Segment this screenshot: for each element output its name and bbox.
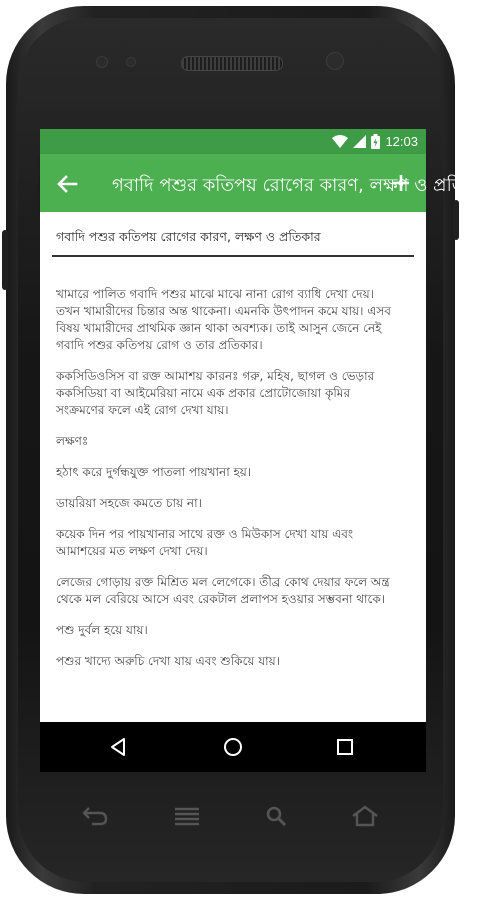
article-paragraph: ডায়রিয়া সহজে কমতে চায় না। [56, 496, 202, 510]
article-paragraph: খামারে পালিত গবাদি পশুর মাঝে মাঝে নানা রোগ ব্যাধি দেখা দেয়। তখন খামারীদের চিন্তার অন্ত থাকেনা। এমনকি উৎপাদন কমে যায়। এসব বিষয় খামারীদের প্রাথমিক জ্ঞান থাকা অবশ্যক। তাই আসুন জেনে নেই গবাদি পশুর কতিপয় রোগ ও তার প্রতিকার। [56, 287, 391, 352]
status-clock: 12:03 [385, 134, 418, 149]
page-title: গবাদি পশুর কতিপয় রোগের কারণ, লক্ষণ ও প্রতিকার [112, 175, 493, 196]
proximity-sensor [126, 57, 136, 67]
battery-icon [371, 134, 380, 149]
front-camera [326, 52, 344, 70]
arrow-left-icon[interactable] [54, 171, 80, 197]
screen [40, 129, 493, 772]
earpiece-speaker [181, 56, 283, 71]
plus-icon[interactable] [388, 170, 414, 196]
article-content[interactable] [40, 212, 426, 722]
article-body [56, 286, 398, 684]
article-paragraph: কয়েক দিন পর পায়খানার সাথে রক্ত ও মিউকাস দেখা যায় এবং আমাশয়ের মত লক্ষণ দেখা দেয়। [56, 527, 354, 558]
power-button [453, 200, 459, 240]
article-paragraph: লেজের গোড়ায় রক্ত মিশ্রিত মল লেগেকে। তীব্র কোথ দেয়ার ফলে অন্ত্র থেকে মল বেরিয়ে আসে এবং রেকটাল প্রলাপস হওয়ার সম্ভবনা থাকে। [56, 575, 390, 606]
app-bar [40, 154, 493, 212]
hardware-menu-icon[interactable] [172, 804, 202, 828]
article-paragraph: পশু দুর্বল হয়ে যায়। [56, 623, 148, 637]
system-nav-bar [40, 722, 426, 772]
heading-divider [52, 255, 414, 257]
hardware-home-icon[interactable] [350, 804, 380, 828]
wifi-icon [332, 135, 348, 149]
square-recent-icon[interactable] [332, 734, 358, 760]
article-paragraph: পশুর খাদ্যে অরুচি দেখা যায় এবং শুকিয়ে যায়। [56, 654, 281, 668]
article-paragraph: লক্ষণঃ [56, 434, 89, 448]
volume-button [2, 230, 8, 290]
hardware-back-icon[interactable] [80, 804, 110, 828]
triangle-back-icon[interactable] [106, 734, 132, 760]
article-paragraph: হঠাৎ করে দুর্গন্ধযুক্ত পাতলা পায়খানা হয়। [56, 465, 252, 479]
signal-icon [353, 135, 366, 148]
article-heading: গবাদি পশুর কতিপয় রোগের কারণ, লক্ষণ ও প্রতিকার [56, 229, 321, 244]
hardware-search-icon[interactable] [262, 804, 292, 828]
front-sensor [96, 56, 108, 68]
article-paragraph: ককসিডিওসিস বা রক্ত আমাশয় কারনঃ গরু, মহিষ, ছাগল ও ভেড়ার ককসিডিয়া বা আইমেরিয়া নামে এক প্রকার প্রোটোজোয়া কৃমির সংক্রমণের ফলে এই রোগ দেখা যায়। [56, 369, 375, 417]
circle-home-icon[interactable] [220, 734, 246, 760]
status-bar [40, 129, 426, 154]
